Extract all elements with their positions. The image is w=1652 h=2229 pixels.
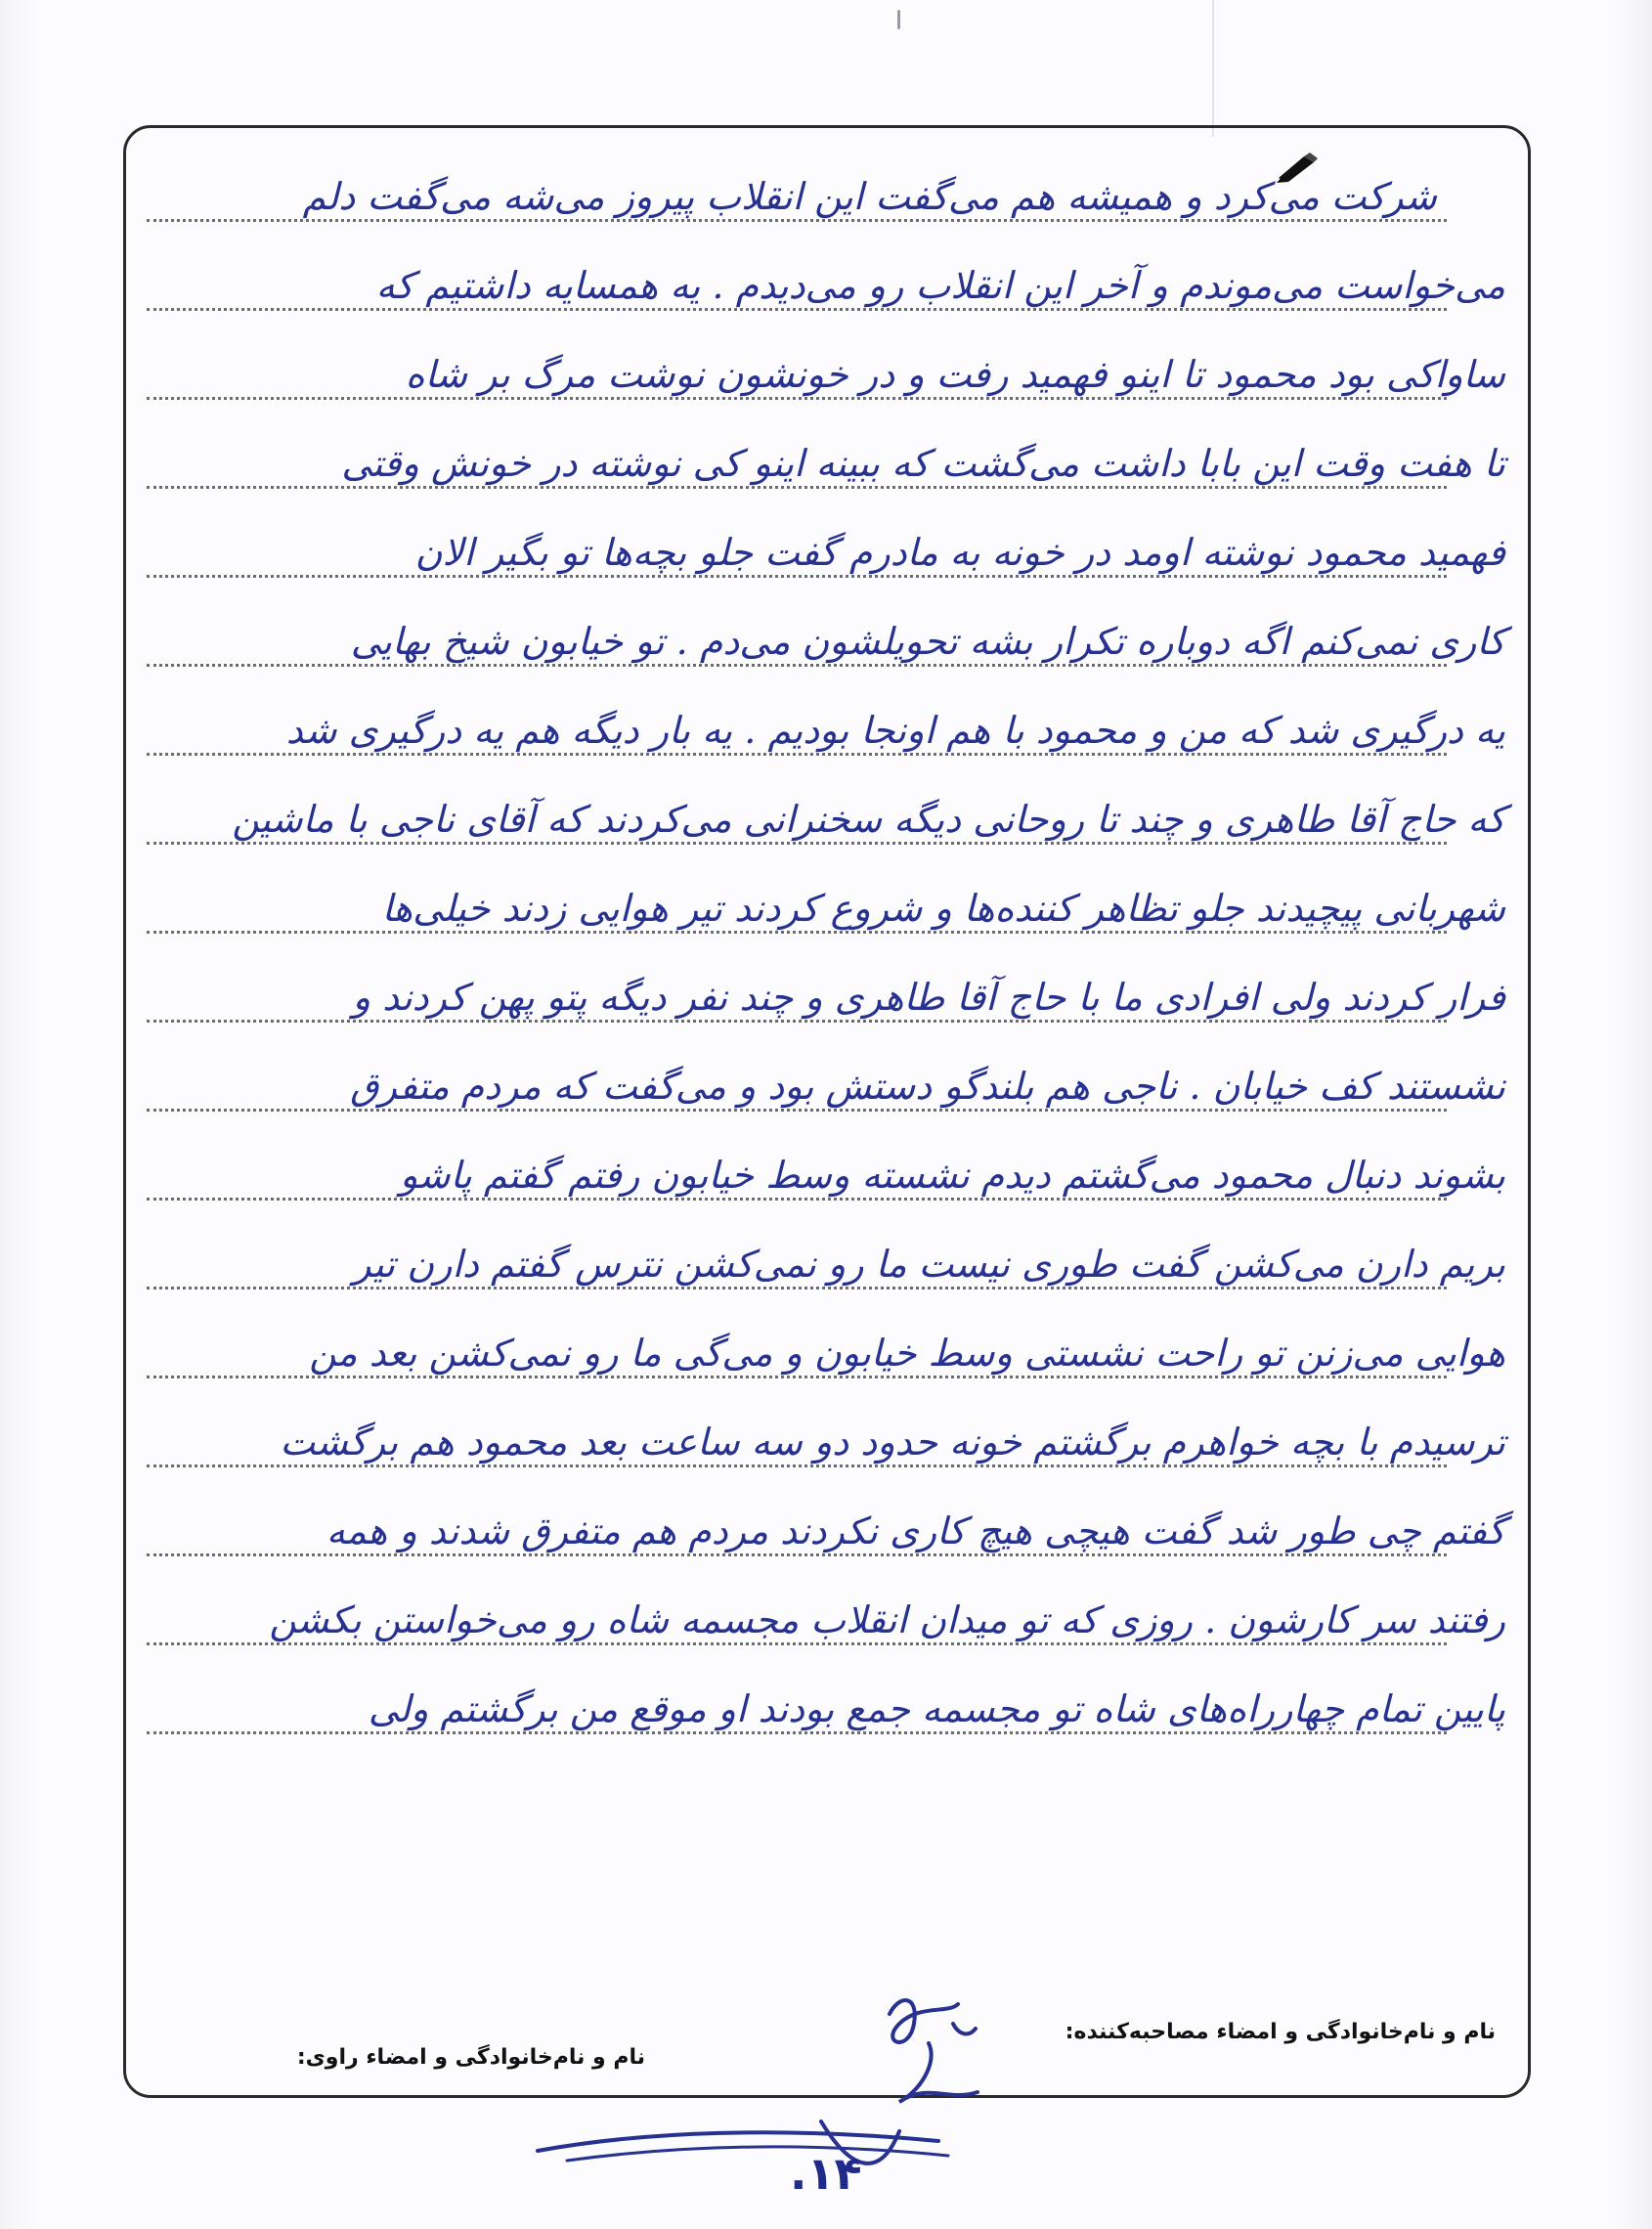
handwritten-text: می‌خواست می‌موندم و آخر این انقلاب رو می‌دیدم . یه همسایه داشتیم که: [375, 264, 1505, 307]
ruled-line: [108, 1125, 1525, 1214]
handwritten-text: ساواکی بود محمود تا اینو فهمید رفت و در خونشون نوشت مرگ بر شاه: [405, 353, 1505, 396]
handwritten-text: رفتند سر کارشون . روزی که تو میدان انقلاب مجسمه شاه رو می‌خواستن بکشن: [269, 1598, 1505, 1641]
handwritten-lines: [108, 147, 1525, 1748]
handwritten-text: تا هفت وقت این بابا داشت می‌گشت که ببینه اینو کی نوشته در خونش وقتی: [341, 442, 1505, 485]
handwritten-text: بشوند دنبال محمود می‌گشتم دیدم نشسته وسط خیابون رفتم گفتم پاشو: [400, 1154, 1505, 1197]
ruled-line: [108, 1303, 1525, 1392]
handwritten-text: فهمید محمود نوشته اومد در خونه به مادرم گفت جلو بچه‌ها تو بگیر الان: [414, 531, 1505, 574]
ruled-line: [108, 769, 1525, 858]
handwritten-text: کاری نمی‌کنم اگه دوباره تکرار بشه تحویلشون می‌دم . تو خیابون شیخ بهایی: [350, 620, 1505, 663]
ruled-line: [108, 1392, 1525, 1481]
ruled-line: [108, 147, 1525, 236]
ruled-line: [108, 236, 1525, 325]
narrator-signature: [528, 2102, 997, 2190]
ruled-line: [108, 1214, 1525, 1303]
ruled-line: [108, 503, 1525, 591]
handwritten-text: نشستند کف خیابان . ناجی هم بلندگو دستش بود و می‌گفت که مردم متفرق: [350, 1065, 1505, 1108]
handwritten-text: هوایی می‌زنن تو راحت نشستی وسط خیابون و می‌گی ما رو نمی‌کشن بعد من: [309, 1332, 1505, 1375]
ruled-line: [108, 1481, 1525, 1570]
narrator-signature-label: نام و نام‌خانوادگی و امضاء راوی:: [296, 2045, 645, 2070]
ruled-line: [108, 680, 1525, 769]
paper-fold: [1212, 0, 1214, 137]
handwritten-text: یه درگیری شد که من و محمود با هم اونجا بودیم . یه بار دیگه هم یه درگیری شد: [285, 709, 1505, 752]
page-number: ۱۴.: [790, 2147, 862, 2200]
handwritten-text: ترسیدم با بچه خواهرم برگشتم خونه حدود دو سه ساعت بعد محمود هم برگشت: [280, 1420, 1505, 1464]
interviewer-signature: [860, 1985, 997, 2112]
ruled-line: [108, 591, 1525, 680]
handwritten-text: شهربانی پیچیدند جلو تظاهر کننده‌ها و شروع کردند تیر هوایی زدند خیلی‌ها: [381, 887, 1505, 930]
handwritten-text: پایین تمام چهارراه‌های شاه تو مجسمه جمع بودند او موقع من برگشتم ولی: [368, 1687, 1505, 1730]
ruled-line: [108, 858, 1525, 947]
handwritten-text: گفتم چی طور شد گفت هیچی هیچ کاری نکردند مردم هم متفرق شدند و همه: [326, 1509, 1505, 1552]
ruled-line: [108, 325, 1525, 414]
ruled-line: [108, 1036, 1525, 1125]
ruled-line: [108, 414, 1525, 503]
ruled-line: [108, 947, 1525, 1036]
ruled-line: [108, 1570, 1525, 1659]
signature-footer: [127, 2006, 1525, 2084]
ruled-line: [108, 1659, 1525, 1748]
handwritten-text: بریم دارن می‌کشن گفت طوری نیست ما رو نمی‌کشن نترس گفتم دارن تیر: [353, 1243, 1505, 1286]
top-mark: [897, 10, 900, 29]
handwritten-text: فرار کردند ولی افرادی ما با حاج آقا طاهری و چند نفر دیگه پتو پهن کردند و: [352, 976, 1505, 1019]
handwritten-text: که حاج آقا طاهری و چند تا روحانی دیگه سخنرانی می‌کردند که آقای ناجی با ماشین: [232, 798, 1505, 841]
handwritten-text: شرکت می‌کرد و همیشه هم می‌گفت این انقلاب پیروز می‌شه می‌گفت دلم: [302, 175, 1437, 218]
interviewer-signature-label: نام و نام‌خانوادگی و امضاء مصاحبه‌کننده:: [1065, 2020, 1496, 2044]
